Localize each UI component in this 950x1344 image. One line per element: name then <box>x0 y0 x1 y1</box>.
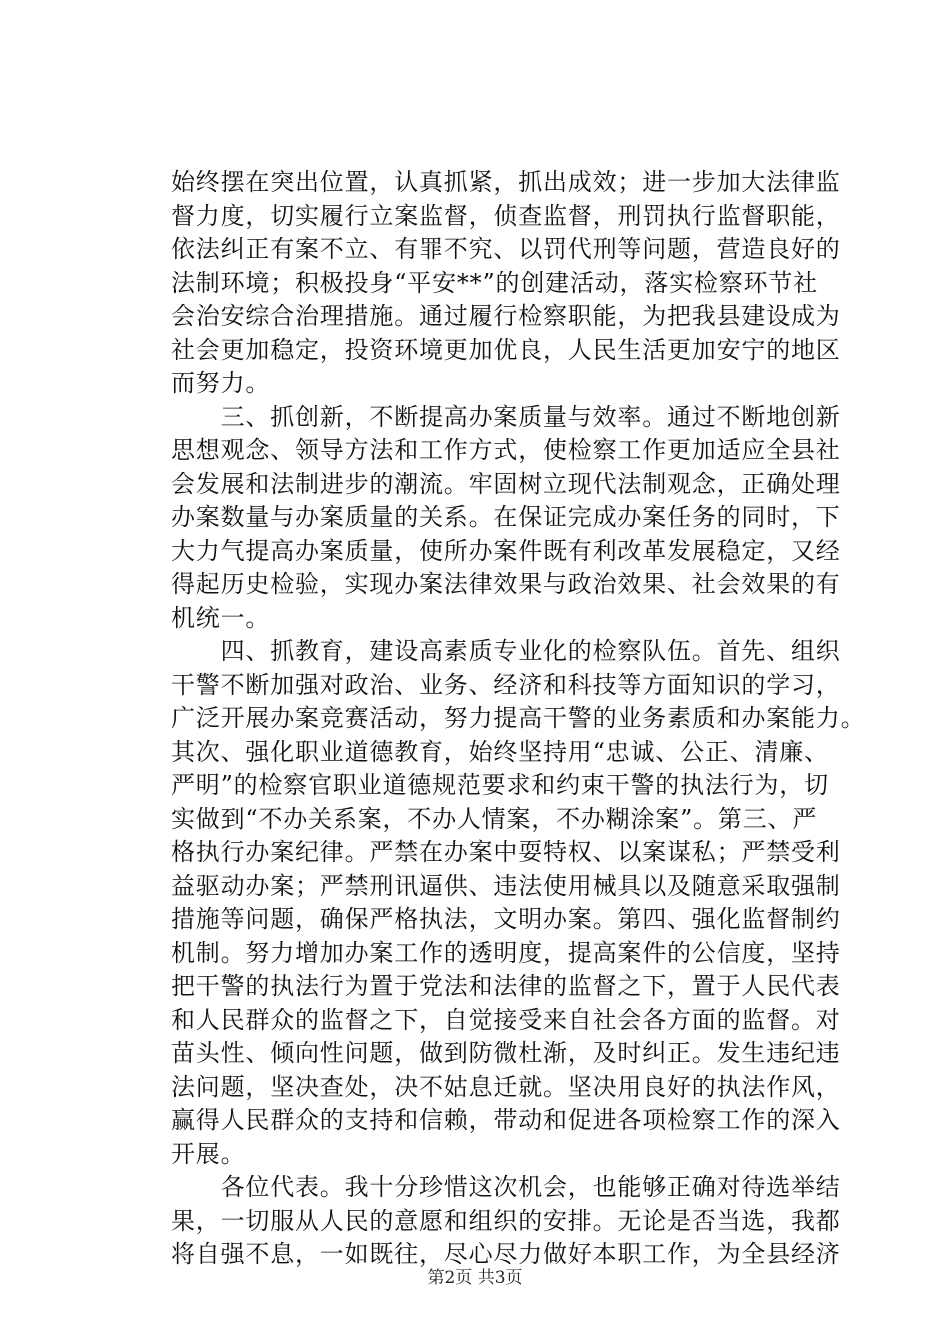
text-line: 依法纠正有案不立、有罪不究、以罚代刑等问题，营造良好的 <box>171 235 841 263</box>
text-line: 各位代表。我十分珍惜这次机会，也能够正确对待选举结 <box>171 1173 841 1201</box>
text-line: 办案数量与办案质量的关系。在保证完成办案任务的同时，下 <box>171 503 841 531</box>
text-line: 干警不断加强对政治、业务、经济和科技等方面知识的学习， <box>171 670 841 699</box>
document-body <box>171 166 866 1272</box>
text-line: 法制环境；积极投身“平安**”的创建活动，落实检察环节社 <box>171 268 818 297</box>
text-line: 苗头性、倾向性问题，做到防微杜渐，及时纠正。发生违纪违 <box>171 1039 841 1067</box>
text-line: 机统一。 <box>171 603 271 632</box>
text-line: 而努力。 <box>171 369 271 397</box>
text-line: 法问题，坚决查处，决不姑息迁就。坚决用良好的执法作风， <box>171 1072 841 1101</box>
text-line: 思想观念、领导方法和工作方式，使检察工作更加适应全县社 <box>171 436 841 464</box>
text-line: 果，一切服从人民的意愿和组织的安排。无论是否当选，我都 <box>171 1206 841 1235</box>
text-line: 和人民群众的监督之下，自觉接受来自社会各方面的监督。对 <box>171 1005 841 1034</box>
text-line: 严明”的检察官职业道德规范要求和约束干警的执法行为，切 <box>171 771 829 799</box>
text-line: 把干警的执法行为置于党法和法律的监督之下，置于人民代表 <box>171 972 841 1000</box>
page-number-label: 第2页 共3页 <box>427 1268 523 1288</box>
text-line: 社会更加稳定，投资环境更加优良，人民生活更加安宁的地区 <box>171 335 841 364</box>
text-line: 其次、强化职业道德教育，始终坚持用“忠诚、公正、清廉、 <box>171 737 829 766</box>
text-line: 开展。 <box>171 1139 246 1168</box>
text-line: 机制。努力增加办案工作的透明度，提高案件的公信度，坚持 <box>171 938 841 967</box>
text-line: 始终摆在突出位置，认真抓紧，抓出成效；进一步加大法律监 <box>171 168 841 196</box>
text-line: 实做到“不办关系案，不办人情案，不办糊涂案”。第三、严 <box>171 804 818 833</box>
text-line: 格执行办案纪律。严禁在办案中耍特权、以案谋私；严禁受利 <box>171 838 841 866</box>
text-line: 三、抓创新，不断提高办案质量与效率。通过不断地创新 <box>171 402 841 431</box>
text-line: 会治安综合治理措施。通过履行检察职能，为把我县建设成为 <box>171 302 841 330</box>
text-line: 得起历史检验，实现办案法律效果与政治效果、社会效果的有 <box>171 570 841 598</box>
text-line: 益驱动办案；严禁刑讯逼供、违法使用械具以及随意采取强制 <box>171 871 841 900</box>
text-line: 督力度，切实履行立案监督，侦查监督，刑罚执行监督职能， <box>171 201 841 230</box>
text-line: 赢得人民群众的支持和信赖，带动和促进各项检察工作的深入 <box>171 1106 841 1134</box>
page-footer <box>0 1263 950 1288</box>
text-line: 将自强不息，一如既往，尽心尽力做好本职工作，为全县经济 <box>171 1240 841 1268</box>
text-line: 广泛开展办案竞赛活动，努力提高干警的业务素质和办案能力。 <box>171 704 866 732</box>
text-line: 会发展和法制进步的潮流。牢固树立现代法制观念，正确处理 <box>171 469 841 498</box>
text-line: 措施等问题，确保严格执法，文明办案。第四、强化监督制约 <box>171 905 841 933</box>
text-line: 四、抓教育，建设高素质专业化的检察队伍。首先、组织 <box>171 637 841 665</box>
text-line: 大力气提高办案质量，使所办案件既有利改革发展稳定，又经 <box>171 536 841 565</box>
